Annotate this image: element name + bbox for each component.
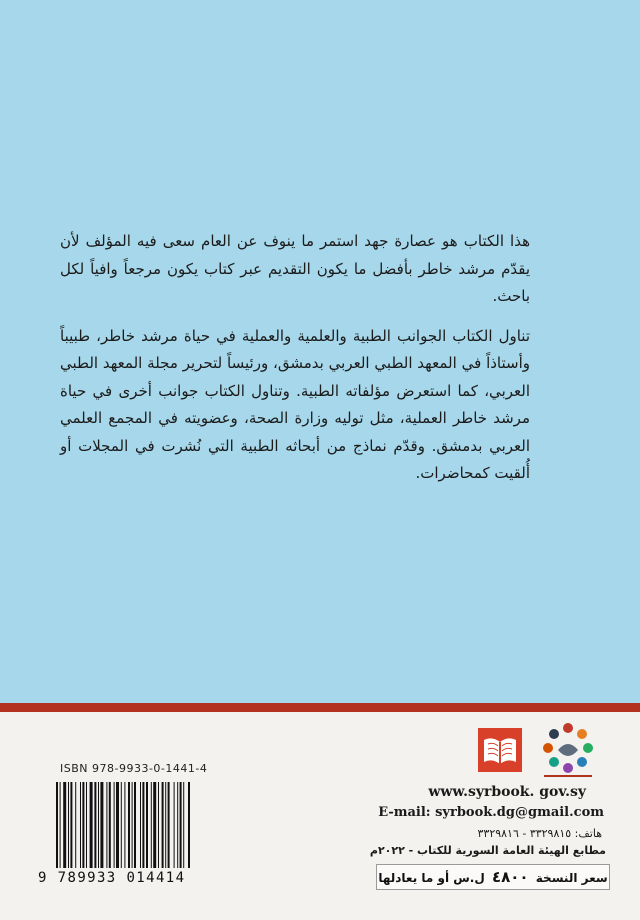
- barcode-digits: 9 789933 014414: [38, 870, 186, 886]
- barcode-bar: [109, 782, 111, 868]
- barcode-bar: [177, 782, 178, 868]
- barcode-bar: [132, 782, 133, 868]
- barcode-bar: [98, 782, 99, 868]
- flower-emblem-icon: [536, 720, 600, 782]
- barcode-bar: [162, 782, 164, 868]
- barcode-bar: [63, 782, 66, 868]
- barcode-bar: [180, 782, 182, 868]
- barcode: [56, 782, 228, 868]
- barcode-bar: [86, 782, 87, 868]
- blurb-paragraph-1: هذا الكتاب هو عصارة جهد استمر ما ينوف عن العام سعى فيه المؤلف لأن يقدّم مرشد خاطر بأفضل ما يكون التقديم عبر كتاب يكون مرجعاً وافياً لكل باحث.: [60, 232, 530, 305]
- publisher-email: E-mail: syrbook.dg@gmail.com: [378, 805, 604, 820]
- barcode-bar: [188, 782, 190, 868]
- blurb-paragraph-2: تناول الكتاب الجوانب الطبية والعلمية والعملية في حياة مرشد خاطر، طبيباً وأستاذاً في المعهد الطبي العربي بدمشق، ورئيساً لتحرير مجلة المعهد الطبي العربي، كما استعرض مؤلفاته الطبية. وتناول الكتاب جوانب أخرى في حياة مرشد خاطر العملية، مثل توليه وزارة الصحة، وعضويته في المجمع العلمي العربي بدمشق. وقدّم نماذج من أبحاثه الطبية التي نُشرت في المجلات أو أُلقيت كمحاضرات.: [60, 326, 530, 482]
- publisher-block: [340, 718, 610, 908]
- barcode-bar: [100, 782, 103, 868]
- barcode-bar: [106, 782, 107, 868]
- publisher-printer: مطابع الهيئة العامة السورية للكتاب - ٢٠٢٢م: [369, 844, 606, 857]
- barcode-bar: [165, 782, 166, 868]
- price-box: [376, 864, 610, 890]
- barcode-bar: [124, 782, 125, 868]
- barcode-bar: [140, 782, 141, 868]
- barcode-bar: [134, 782, 136, 868]
- barcode-bar: [70, 782, 72, 868]
- barcode-bar: [183, 782, 184, 868]
- price-prefix: سعر النسخة: [535, 871, 608, 885]
- price-value: ٤٨٠٠: [491, 868, 529, 886]
- barcode-bar: [146, 782, 148, 868]
- barcode-bar: [90, 782, 93, 868]
- barcode-bar: [116, 782, 119, 868]
- publisher-phone: هاتف: ٣٣٢٩٨١٥ - ٣٣٢٩٨١٦: [477, 827, 602, 840]
- price-suffix: ل.س أو ما يعادلها: [378, 871, 485, 885]
- barcode-bar: [153, 782, 156, 868]
- isbn-barcode-block: [34, 762, 234, 892]
- publisher-website: www.syrbook. gov.sy: [428, 784, 586, 800]
- barcode-bar: [82, 782, 84, 868]
- barcode-bar: [158, 782, 159, 868]
- open-book-icon: [478, 728, 522, 772]
- red-divider-band: [0, 703, 640, 712]
- barcode-bar: [80, 782, 81, 868]
- barcode-bar: [174, 782, 175, 868]
- barcode-bar: [168, 782, 170, 868]
- barcode-bar: [60, 782, 61, 868]
- barcode-bar: [114, 782, 115, 868]
- barcode-bar: [68, 782, 69, 868]
- barcode-bar: [151, 782, 152, 868]
- back-cover-blurb: [60, 228, 530, 500]
- barcode-bar: [75, 782, 76, 868]
- barcode-bar: [94, 782, 96, 868]
- barcode-bar: [121, 782, 122, 868]
- barcode-bar: [128, 782, 130, 868]
- barcode-bar: [142, 782, 144, 868]
- barcode-bar: [56, 782, 58, 868]
- isbn-label: ISBN 978-9933-0-1441-4: [60, 762, 208, 775]
